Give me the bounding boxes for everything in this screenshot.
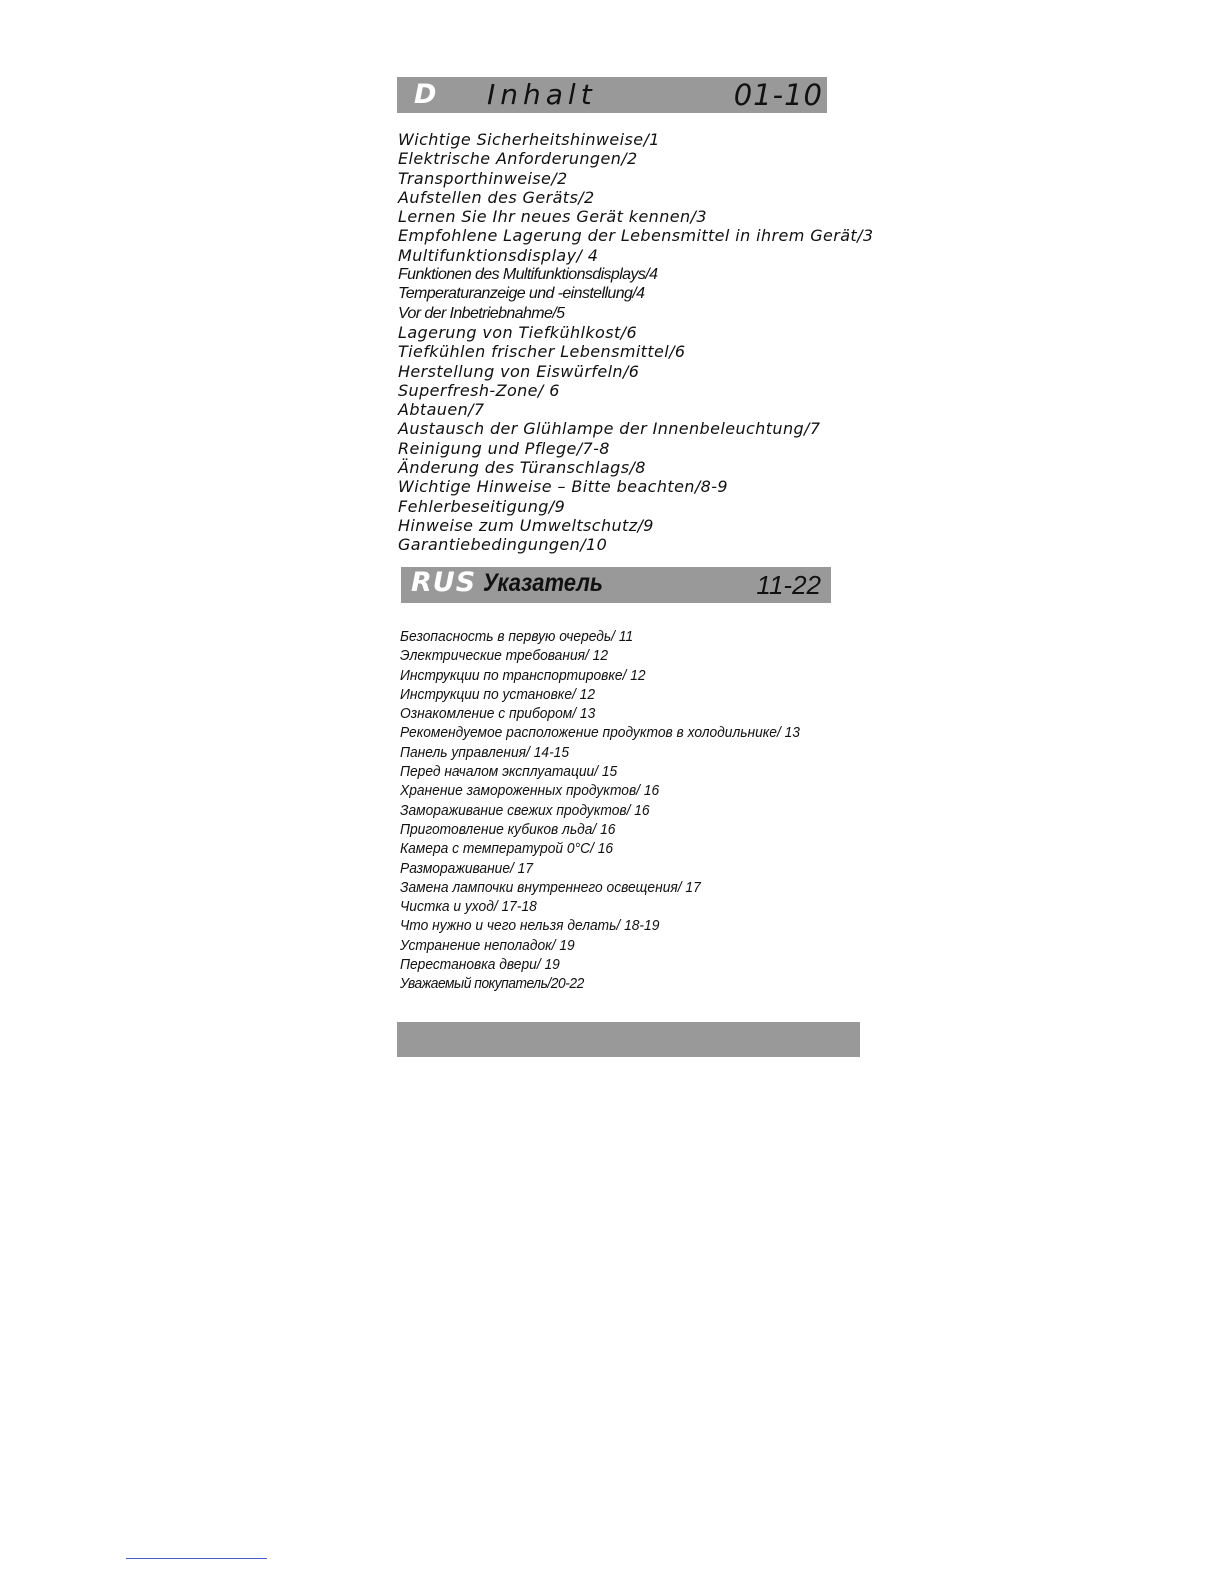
russian-toc-item: Электрические требования/ 12 [400,647,609,665]
german-toc-item: Abtauen/7 [398,400,485,420]
german-toc-item: Elektrische Anforderungen/2 [398,149,638,169]
russian-toc-item: Инструкции по установке/ 12 [400,685,596,703]
russian-toc-item: Устранение неполадок/ 19 [400,936,575,954]
german-toc-item: Superfresh-Zone/ 6 [398,380,560,400]
russian-section-page-range: 11-22 [756,570,821,600]
german-toc-item: Herstellung von Eiswürfeln/6 [398,361,640,381]
german-section-header [397,77,827,113]
russian-section-code: RUS [411,567,477,598]
german-section-page-range: 01-10 [733,78,823,112]
german-toc-item: Fehlerbeseitigung/9 [398,496,566,516]
german-toc-item: Temperaturanzeige und -einstellung/4 [398,285,645,303]
german-toc-item: Austausch der Glühlampe der Innenbeleuchtung/7 [398,419,821,439]
german-toc-item: Funktionen des Multifunktionsdisplays/4 [398,266,658,284]
german-toc-item: Transporthinweise/2 [398,168,568,188]
russian-section-header [401,567,831,603]
german-toc-item: Garantiebedingungen/10 [398,535,608,555]
german-toc-item: Wichtige Hinweise – Bitte beachten/8-9 [398,477,728,497]
footer-rule [126,1558,267,1559]
german-toc-item: Tiefkühlen frischer Lebensmittel/6 [398,342,686,362]
russian-toc-list [400,627,835,994]
russian-toc-item: Размораживание/ 17 [400,859,534,877]
german-toc-item: Vor der Inbetriebnahme/5 [398,304,565,322]
russian-toc-item: Приготовление кубиков льда/ 16 [400,820,616,838]
russian-toc-item: Замена лампочки внутреннего освещения/ 17 [400,878,701,896]
bottom-gray-bar [397,1022,860,1057]
russian-toc-item: Хранение замороженных продуктов/ 16 [400,782,660,800]
german-section-title: Inhalt [487,78,597,111]
german-toc-item: Reinigung und Pflege/7-8 [398,438,610,458]
german-toc-item: Empfohlene Lagerung der Lebensmittel in ihrem Gerät/3 [398,226,874,246]
german-toc-item: Hinweise zum Umweltschutz/9 [398,515,654,535]
german-toc-item: Multifunktionsdisplay/ 4 [398,245,599,265]
russian-section-title: Указатель [483,569,603,597]
russian-toc-item: Панель управления/ 14-15 [400,743,570,761]
russian-toc-item: Рекомендуемое расположение продуктов в холодильнике/ 13 [400,724,800,742]
russian-toc-item: Уважаемый покупатель/20-22 [400,975,584,993]
russian-toc-item: Чистка и уход/ 17-18 [400,898,537,916]
german-toc-item: Lagerung von Tiefkühlkost/6 [398,322,638,342]
german-toc-item: Lernen Sie Ihr neues Gerät kennen/3 [398,207,707,227]
russian-toc-item: Перед началом эксплуатации/ 15 [400,763,618,781]
russian-toc-item: Ознакомление с прибором/ 13 [400,705,596,723]
russian-toc-item: Замораживание свежих продуктов/ 16 [400,801,650,819]
russian-toc-item: Безопасность в первую очередь/ 11 [400,628,634,645]
russian-toc-item: Инструкции по транспортировке/ 12 [400,666,646,684]
russian-toc-item: Перестановка двери/ 19 [400,956,560,974]
german-toc-item: Aufstellen des Geräts/2 [398,187,595,207]
german-toc-item: Änderung des Türanschlags/8 [398,458,646,478]
russian-toc-item: Что нужно и чего нельзя делать/ 18-19 [400,917,660,935]
german-section-code: D [414,79,437,110]
german-toc-list [398,130,873,555]
russian-toc-item: Камера с температурой 0°C/ 16 [400,840,614,858]
german-toc-item: Wichtige Sicherheitshinweise/1 [398,130,660,149]
